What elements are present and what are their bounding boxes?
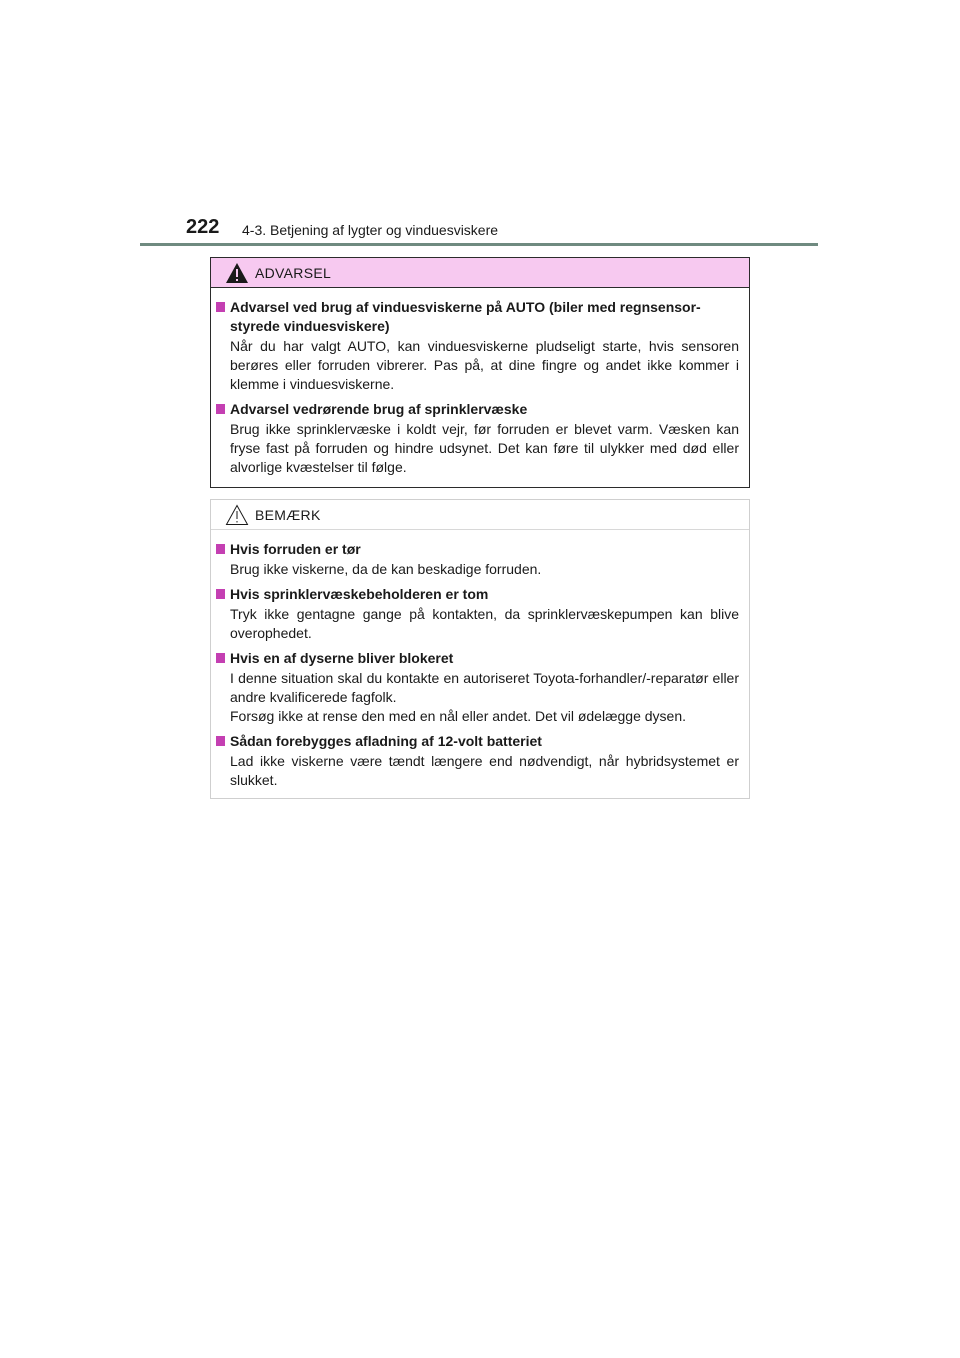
notice-item-text: Forsøg ikke at rense den med en nål eller andet. Det vil ødelægge dysen. xyxy=(230,708,687,724)
notice-item xyxy=(216,585,739,643)
caution-triangle-icon xyxy=(225,504,249,526)
bullet-square-icon xyxy=(216,736,225,746)
section-title: 4-3. Betjening af lygter og vinduesviskere xyxy=(242,222,499,238)
bullet-square-icon xyxy=(216,404,225,414)
notice-body xyxy=(211,530,749,790)
warning-item xyxy=(216,400,739,477)
notice-item-text: Lad ikke viskerne være tændt længere end nødvendigt, når hybridsystemet er slukket. xyxy=(230,753,739,788)
warning-header xyxy=(211,258,749,288)
notice-item-title: Sådan forebygges afladning af 12-volt batteriet xyxy=(230,733,542,749)
warning-item-title: Advarsel vedrørende brug af sprinklervæske xyxy=(230,401,528,417)
notice-item-text: I denne situation skal du kontakte en autoriseret Toyota-forhandler/-reparatør eller andre kvalificerede fagfolk. xyxy=(230,670,739,705)
bullet-square-icon xyxy=(216,589,225,599)
notice-item-title: Hvis sprinklervæskebeholderen er tom xyxy=(230,586,489,602)
notice-item-title: Hvis forruden er tør xyxy=(230,541,361,557)
warning-body xyxy=(211,288,749,477)
notice-header xyxy=(211,500,749,530)
warning-label: ADVARSEL xyxy=(255,265,332,281)
bullet-square-icon xyxy=(216,653,225,663)
notice-item xyxy=(216,540,739,579)
notice-label: BEMÆRK xyxy=(255,507,321,523)
bullet-square-icon xyxy=(216,302,225,312)
bullet-square-icon xyxy=(216,544,225,554)
notice-item-title: Hvis en af dyserne bliver blokeret xyxy=(230,650,454,666)
notice-box xyxy=(210,499,750,799)
warning-box xyxy=(210,257,750,488)
warning-item-text: Når du har valgt AUTO, kan vinduesviskerne pludseligt starte, hvis sensoren berøres eller forruden vibrerer. Pas på, at dine fingre og andet ikke kommer i klemme i vinduesviskerne. xyxy=(230,338,739,392)
warning-item xyxy=(216,298,739,394)
notice-item xyxy=(216,732,739,790)
page-header xyxy=(140,214,818,246)
warning-item-text: Brug ikke sprinklervæske i koldt vejr, før forruden er blevet varm. Væsken kan fryse fast på forruden og hindre udsynet. Det kan føre til ulykker med død eller alvorlige kvæstelser til følge. xyxy=(230,421,739,475)
notice-item-text: Tryk ikke gentagne gange på kontakten, da sprinklervæskepumpen kan blive overophedet. xyxy=(230,606,739,641)
warning-triangle-icon xyxy=(225,262,249,284)
warning-item-title: Advarsel ved brug af vinduesviskerne på AUTO (biler med regnsensor-styrede vinduesviskere) xyxy=(230,299,701,334)
notice-item xyxy=(216,649,739,726)
page-number: 222 xyxy=(186,216,220,238)
header-rule xyxy=(140,243,818,246)
notice-item-text: Brug ikke viskerne, da de kan beskadige forruden. xyxy=(230,561,542,577)
